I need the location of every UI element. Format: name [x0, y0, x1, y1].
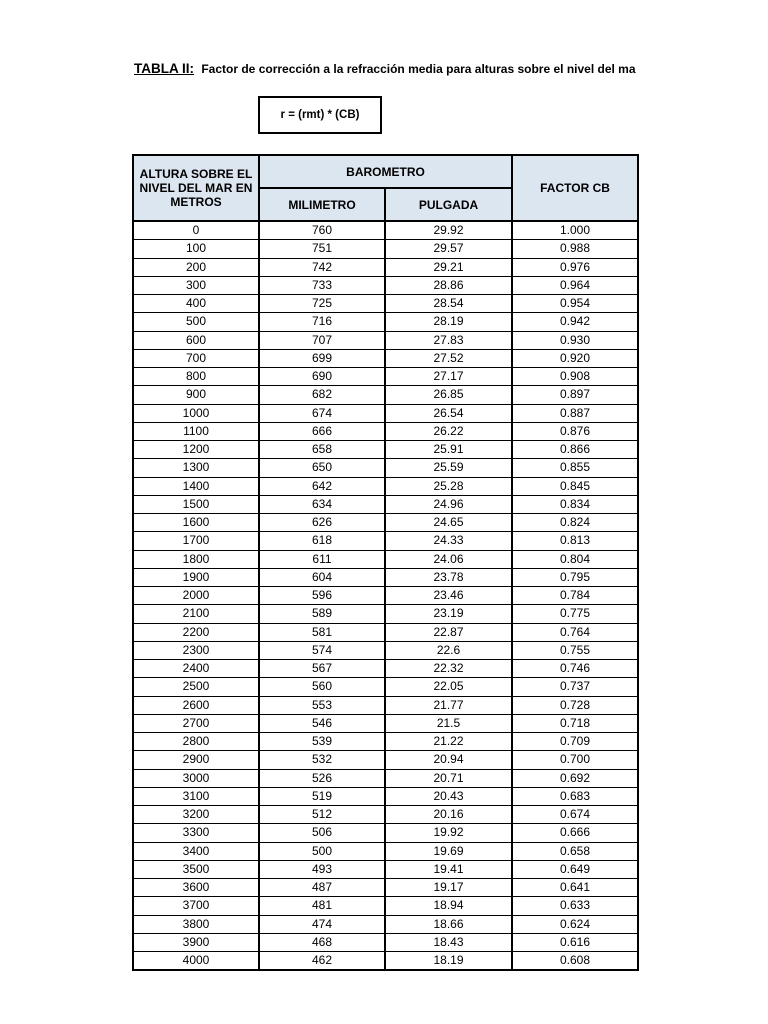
table-row — [133, 751, 638, 769]
table-row — [133, 641, 638, 659]
factor-cb-cell: 0.845 — [512, 477, 638, 495]
factor-cb-cell: 0.683 — [512, 787, 638, 805]
milimetro-cell: 658 — [259, 441, 385, 459]
altura-cell: 600 — [133, 331, 259, 349]
altura-cell: 3800 — [133, 915, 259, 933]
header-altura: ALTURA SOBRE EL NIVEL DEL MAR EN METROS — [133, 155, 259, 221]
altura-cell: 1500 — [133, 495, 259, 513]
altura-cell: 3100 — [133, 787, 259, 805]
pulgada-cell: 24.33 — [385, 532, 512, 550]
milimetro-cell: 618 — [259, 532, 385, 550]
altura-cell: 2700 — [133, 714, 259, 732]
factor-cb-cell: 0.692 — [512, 769, 638, 787]
table-row — [133, 568, 638, 586]
pulgada-cell: 21.77 — [385, 696, 512, 714]
altura-cell: 1400 — [133, 477, 259, 495]
table-row — [133, 550, 638, 568]
factor-cb-cell: 0.942 — [512, 313, 638, 331]
milimetro-cell: 666 — [259, 422, 385, 440]
milimetro-cell: 634 — [259, 495, 385, 513]
table-row — [133, 897, 638, 915]
table-row — [133, 422, 638, 440]
altura-cell: 3900 — [133, 933, 259, 951]
altura-cell: 1200 — [133, 441, 259, 459]
altura-cell: 2600 — [133, 696, 259, 714]
pulgada-cell: 24.65 — [385, 514, 512, 532]
formula-box — [258, 96, 382, 134]
table-row — [133, 678, 638, 696]
factor-cb-cell: 0.746 — [512, 660, 638, 678]
milimetro-cell: 733 — [259, 276, 385, 294]
page-title — [134, 61, 754, 76]
milimetro-cell: 604 — [259, 568, 385, 586]
factor-cb-cell: 0.908 — [512, 368, 638, 386]
table-row — [133, 441, 638, 459]
pulgada-cell: 28.86 — [385, 276, 512, 294]
milimetro-cell: 596 — [259, 587, 385, 605]
altura-cell: 700 — [133, 349, 259, 367]
header-pulgada: PULGADA — [385, 188, 512, 221]
table-row — [133, 295, 638, 313]
factor-cb-cell: 0.649 — [512, 860, 638, 878]
pulgada-cell: 24.06 — [385, 550, 512, 568]
table-row — [133, 714, 638, 732]
table-body — [133, 221, 638, 970]
table-row — [133, 459, 638, 477]
milimetro-cell: 481 — [259, 897, 385, 915]
altura-cell: 2500 — [133, 678, 259, 696]
factor-cb-cell: 0.920 — [512, 349, 638, 367]
table-row — [133, 349, 638, 367]
table-row — [133, 532, 638, 550]
milimetro-cell: 581 — [259, 623, 385, 641]
table-row — [133, 605, 638, 623]
milimetro-cell: 474 — [259, 915, 385, 933]
table-number-label: TABLA II: — [134, 61, 194, 76]
pulgada-cell: 20.16 — [385, 806, 512, 824]
altura-cell: 3400 — [133, 842, 259, 860]
factor-cb-cell: 0.824 — [512, 514, 638, 532]
pulgada-cell: 19.41 — [385, 860, 512, 878]
table-row — [133, 313, 638, 331]
factor-cb-cell: 0.641 — [512, 879, 638, 897]
factor-cb-cell: 0.897 — [512, 386, 638, 404]
altura-cell: 2100 — [133, 605, 259, 623]
altura-cell: 2000 — [133, 587, 259, 605]
table-row — [133, 386, 638, 404]
pulgada-cell: 20.71 — [385, 769, 512, 787]
factor-cb-cell: 0.718 — [512, 714, 638, 732]
pulgada-cell: 19.92 — [385, 824, 512, 842]
milimetro-cell: 553 — [259, 696, 385, 714]
altura-cell: 1800 — [133, 550, 259, 568]
pulgada-cell: 29.21 — [385, 258, 512, 276]
table-row — [133, 240, 638, 258]
factor-cb-cell: 0.755 — [512, 641, 638, 659]
pulgada-cell: 26.54 — [385, 404, 512, 422]
factor-cb-cell: 0.988 — [512, 240, 638, 258]
table-row — [133, 331, 638, 349]
pulgada-cell: 22.05 — [385, 678, 512, 696]
milimetro-cell: 526 — [259, 769, 385, 787]
milimetro-cell: 626 — [259, 514, 385, 532]
factor-cb-cell: 0.855 — [512, 459, 638, 477]
milimetro-cell: 462 — [259, 952, 385, 971]
table-row — [133, 806, 638, 824]
factor-cb-cell: 0.624 — [512, 915, 638, 933]
milimetro-cell: 519 — [259, 787, 385, 805]
milimetro-cell: 682 — [259, 386, 385, 404]
table-row — [133, 495, 638, 513]
table-row — [133, 787, 638, 805]
altura-cell: 2300 — [133, 641, 259, 659]
pulgada-cell: 22.32 — [385, 660, 512, 678]
pulgada-cell: 20.94 — [385, 751, 512, 769]
altura-cell: 3000 — [133, 769, 259, 787]
factor-cb-cell: 1.000 — [512, 221, 638, 240]
milimetro-cell: 707 — [259, 331, 385, 349]
table-row — [133, 860, 638, 878]
altura-cell: 1300 — [133, 459, 259, 477]
header-factor-cb: FACTOR CB — [512, 155, 638, 221]
altura-cell: 2800 — [133, 733, 259, 751]
altura-cell: 900 — [133, 386, 259, 404]
table-row — [133, 933, 638, 951]
factor-cb-cell: 0.964 — [512, 276, 638, 294]
factor-cb-cell: 0.834 — [512, 495, 638, 513]
milimetro-cell: 716 — [259, 313, 385, 331]
pulgada-cell: 23.78 — [385, 568, 512, 586]
altura-cell: 1000 — [133, 404, 259, 422]
milimetro-cell: 725 — [259, 295, 385, 313]
pulgada-cell: 25.59 — [385, 459, 512, 477]
pulgada-cell: 27.52 — [385, 349, 512, 367]
factor-cb-cell: 0.930 — [512, 331, 638, 349]
altura-cell: 1900 — [133, 568, 259, 586]
factor-cb-cell: 0.804 — [512, 550, 638, 568]
pulgada-cell: 19.17 — [385, 879, 512, 897]
pulgada-cell: 22.87 — [385, 623, 512, 641]
altura-cell: 2400 — [133, 660, 259, 678]
milimetro-cell: 532 — [259, 751, 385, 769]
factor-cb-cell: 0.866 — [512, 441, 638, 459]
altura-cell: 4000 — [133, 952, 259, 971]
milimetro-cell: 690 — [259, 368, 385, 386]
factor-cb-cell: 0.887 — [512, 404, 638, 422]
factor-cb-cell: 0.674 — [512, 806, 638, 824]
table-row — [133, 368, 638, 386]
milimetro-cell: 589 — [259, 605, 385, 623]
factor-cb-cell: 0.666 — [512, 824, 638, 842]
pulgada-cell: 22.6 — [385, 641, 512, 659]
milimetro-cell: 611 — [259, 550, 385, 568]
table-row — [133, 477, 638, 495]
altura-cell: 500 — [133, 313, 259, 331]
header-barometro: BAROMETRO — [259, 155, 512, 188]
pulgada-cell: 23.46 — [385, 587, 512, 605]
altura-cell: 400 — [133, 295, 259, 313]
pulgada-cell: 21.22 — [385, 733, 512, 751]
table-row — [133, 915, 638, 933]
table-row — [133, 623, 638, 641]
table-row — [133, 696, 638, 714]
milimetro-cell: 642 — [259, 477, 385, 495]
altura-cell: 100 — [133, 240, 259, 258]
factor-cb-cell: 0.616 — [512, 933, 638, 951]
altura-cell: 1600 — [133, 514, 259, 532]
factor-cb-cell: 0.795 — [512, 568, 638, 586]
factor-cb-cell: 0.784 — [512, 587, 638, 605]
table-row — [133, 879, 638, 897]
header-milimetro: MILIMETRO — [259, 188, 385, 221]
factor-cb-cell: 0.608 — [512, 952, 638, 971]
pulgada-cell: 28.19 — [385, 313, 512, 331]
milimetro-cell: 560 — [259, 678, 385, 696]
table-row — [133, 733, 638, 751]
milimetro-cell: 500 — [259, 842, 385, 860]
milimetro-cell: 674 — [259, 404, 385, 422]
altura-cell: 2900 — [133, 751, 259, 769]
altura-cell: 200 — [133, 258, 259, 276]
pulgada-cell: 19.69 — [385, 842, 512, 860]
pulgada-cell: 20.43 — [385, 787, 512, 805]
pulgada-cell: 25.28 — [385, 477, 512, 495]
table-row — [133, 660, 638, 678]
table-row — [133, 842, 638, 860]
table-row — [133, 258, 638, 276]
pulgada-cell: 18.19 — [385, 952, 512, 971]
milimetro-cell: 493 — [259, 860, 385, 878]
table-row — [133, 769, 638, 787]
pulgada-cell: 23.19 — [385, 605, 512, 623]
factor-cb-cell: 0.775 — [512, 605, 638, 623]
table-row — [133, 404, 638, 422]
table-row — [133, 221, 638, 240]
altura-cell: 800 — [133, 368, 259, 386]
table-row — [133, 824, 638, 842]
pulgada-cell: 29.57 — [385, 240, 512, 258]
pulgada-cell: 28.54 — [385, 295, 512, 313]
factor-cb-cell: 0.658 — [512, 842, 638, 860]
factor-cb-cell: 0.728 — [512, 696, 638, 714]
milimetro-cell: 650 — [259, 459, 385, 477]
milimetro-cell: 487 — [259, 879, 385, 897]
milimetro-cell: 567 — [259, 660, 385, 678]
milimetro-cell: 506 — [259, 824, 385, 842]
factor-cb-cell: 0.737 — [512, 678, 638, 696]
altura-cell: 300 — [133, 276, 259, 294]
altura-cell: 3200 — [133, 806, 259, 824]
factor-cb-cell: 0.954 — [512, 295, 638, 313]
pulgada-cell: 18.94 — [385, 897, 512, 915]
factor-cb-cell: 0.709 — [512, 733, 638, 751]
table-row — [133, 276, 638, 294]
pulgada-cell: 18.43 — [385, 933, 512, 951]
formula-text: r = (rmt) * (CB) — [280, 109, 360, 121]
correction-factor-table — [132, 154, 639, 971]
milimetro-cell: 512 — [259, 806, 385, 824]
altura-cell: 2200 — [133, 623, 259, 641]
pulgada-cell: 24.96 — [385, 495, 512, 513]
altura-cell: 1700 — [133, 532, 259, 550]
table-row — [133, 952, 638, 971]
factor-cb-cell: 0.633 — [512, 897, 638, 915]
altura-cell: 3500 — [133, 860, 259, 878]
pulgada-cell: 21.5 — [385, 714, 512, 732]
altura-cell: 3600 — [133, 879, 259, 897]
factor-cb-cell: 0.700 — [512, 751, 638, 769]
pulgada-cell: 29.92 — [385, 221, 512, 240]
milimetro-cell: 742 — [259, 258, 385, 276]
table-row — [133, 587, 638, 605]
table-caption: Factor de corrección a la refracción media para alturas sobre el nivel del ma — [201, 62, 636, 76]
pulgada-cell: 18.66 — [385, 915, 512, 933]
milimetro-cell: 760 — [259, 221, 385, 240]
altura-cell: 1100 — [133, 422, 259, 440]
pulgada-cell: 27.17 — [385, 368, 512, 386]
factor-cb-cell: 0.813 — [512, 532, 638, 550]
factor-cb-cell: 0.764 — [512, 623, 638, 641]
factor-cb-cell: 0.976 — [512, 258, 638, 276]
milimetro-cell: 699 — [259, 349, 385, 367]
altura-cell: 0 — [133, 221, 259, 240]
pulgada-cell: 27.83 — [385, 331, 512, 349]
milimetro-cell: 751 — [259, 240, 385, 258]
pulgada-cell: 26.22 — [385, 422, 512, 440]
factor-cb-cell: 0.876 — [512, 422, 638, 440]
milimetro-cell: 546 — [259, 714, 385, 732]
milimetro-cell: 539 — [259, 733, 385, 751]
milimetro-cell: 468 — [259, 933, 385, 951]
milimetro-cell: 574 — [259, 641, 385, 659]
altura-cell: 3700 — [133, 897, 259, 915]
pulgada-cell: 26.85 — [385, 386, 512, 404]
table-row — [133, 514, 638, 532]
pulgada-cell: 25.91 — [385, 441, 512, 459]
altura-cell: 3300 — [133, 824, 259, 842]
